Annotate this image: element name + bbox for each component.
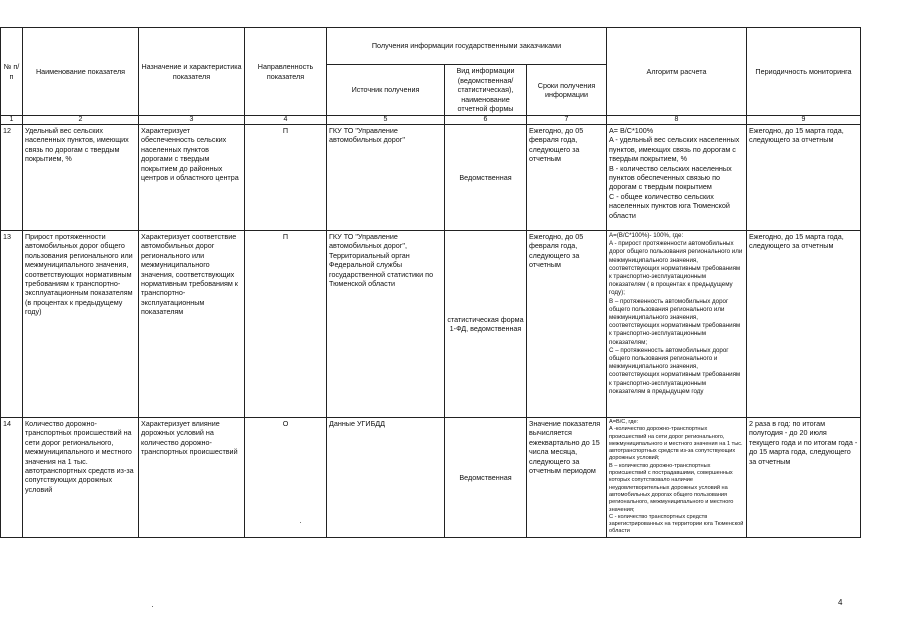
monitoring-period: Ежегодно, до 15 марта года, следующего за отчетным [747,125,861,231]
header-name: Наименование показателя [23,28,139,116]
indicator-name: Удельный вес сельских населенных пунктов, имеющих связь по дорогам с твердым покрытием, % [23,125,139,231]
col-number: 4 [245,116,327,125]
algorithm: A=B/C, где: A -количество дорожно-транспортных происшествий на сети дорог регионального, межмуниципального и местного значения на 1 тыс. автотранспортных средств из-за сопутствующих дорожных условий; B – количество дорожно-транспортных происшествий с пострадавшими, совершенных которых сопутствовало наличие неудовлетворительных дорожных условий на автомобильных дорогах общего пользования регионального, межмуниципального и местного значения; C - количество транспортных средств зарегистрированных на территории юга Тюменской области [607,418,747,538]
indicator-direction: П [245,125,327,231]
indicator-name: Количество дорожно-транспортных происшествий на сети дорог регионального, межмуниципального и местного значения на 1 тыс. автотранспортных средств из-за сопутствующих дорожных условий [23,418,139,538]
page-number: 4 [838,598,843,607]
col-number: 2 [23,116,139,125]
algorithm: A=(B/C*100%)- 100%, где: A - прирост протяженности автомобильных дорог общего пользования регионального или межмуниципального значения, соответствующих нормативным требованиям к транспортно-эксплуатационным показателям ( в процентах к предыдущему году); B – протяженность автомобильных дорог общего пользования регионального или межмуниципального значения, соответствующих нормативным требованиям к транспортно-эксплуатационным показателям; C – протяженность автомобильных дорог общего пользования регионального и межмуниципального значения, соответствующих нормативным требованиям к транспортно-эксплуатационным показателям в предыдущем году [607,231,747,418]
header-period: Периодичность мониторинга [747,28,861,116]
table-row [1,418,861,538]
indicator-purpose: Характеризует влияние дорожных условий на количество дорожно-транспортных происшествий [139,418,245,538]
col-number: 7 [527,116,607,125]
header-num: № п/п [1,28,23,116]
header-purpose: Назначение и характеристика показателя [139,28,245,116]
col-number: 3 [139,116,245,125]
row-num: 13 [1,231,23,418]
indicator-purpose: Характеризует соответствие автомобильных дорог регионального или межмуниципального значения, соответствующих нормативным требованиям к транспортно-эксплуатационным показателям [139,231,245,418]
monitoring-period: 2 раза в год: по итогам полугодия - до 20 июля текущего года и по итогам года - до 15 марта года, следующего за отчетным [747,418,861,538]
algorithm: A= B/C*100% A - удельный вес сельских населенных пунктов, имеющих связь по дорогам с твердым покрытием, % B - количество сельских населенных пунктов обеспеченных связью по дорогам с твердым покрытием C - общее количество сельских населенных пунктов юга Тюменской области [607,125,747,231]
info-source: ГКУ ТО "Управление автомобильных дорог", Территориальный орган Федеральной службы государственной статистики по Тюменской области [327,231,445,418]
monitoring-period: Ежегодно, до 15 марта года, следующего за отчетным [747,231,861,418]
info-deadline: Ежегодно, до 05 февраля года, следующего за отчетным [527,231,607,418]
scan-speck [300,522,301,523]
col-number: 5 [327,116,445,125]
header-deadline: Сроки получения информации [527,65,607,116]
row-num: 12 [1,125,23,231]
info-type: статистическая форма 1-ФД, ведомственная [445,231,527,418]
indicator-name: Прирост протяженности автомобильных дорог общего пользования регионального или межмуниципального значения, соответствующих нормативным требованиям к транспортно-эксплуатационным показателям (в процентах к предыдущему году) [23,231,139,418]
table-row [1,231,861,418]
header-algorithm: Алгоритм расчета [607,28,747,116]
info-source: Данные УГИБДД [327,418,445,538]
info-type: Ведомственная [445,418,527,538]
header-info-type: Вид информации (ведомственная/ статистическая), наименование отчетной формы [445,65,527,116]
info-type: Ведомственная [445,125,527,231]
indicators-table [0,27,861,538]
col-number: 8 [607,116,747,125]
col-number: 1 [1,116,23,125]
info-deadline: Ежегодно, до 05 февраля года, следующего за отчетным [527,125,607,231]
table-row [1,125,861,231]
scan-speck [152,606,153,607]
info-deadline: Значение показателя вычисляется ежеквартально до 15 числа месяца, следующего за отчетным периодом [527,418,607,538]
row-num: 14 [1,418,23,538]
indicator-purpose: Характеризует обеспеченность сельских населенных пунктов дорогами с твердым покрытием до районных центров и областного центра [139,125,245,231]
header-direction: Направленность показателя [245,28,327,116]
col-number: 6 [445,116,527,125]
header-source: Источник получения [327,65,445,116]
col-number: 9 [747,116,861,125]
column-numbers-row [1,116,861,125]
indicator-direction: О [245,418,327,538]
header-group: Получения информации государственными заказчиками [327,28,607,65]
header-row-1 [1,28,861,65]
info-source: ГКУ ТО "Управление автомобильных дорог" [327,125,445,231]
indicator-direction: П [245,231,327,418]
